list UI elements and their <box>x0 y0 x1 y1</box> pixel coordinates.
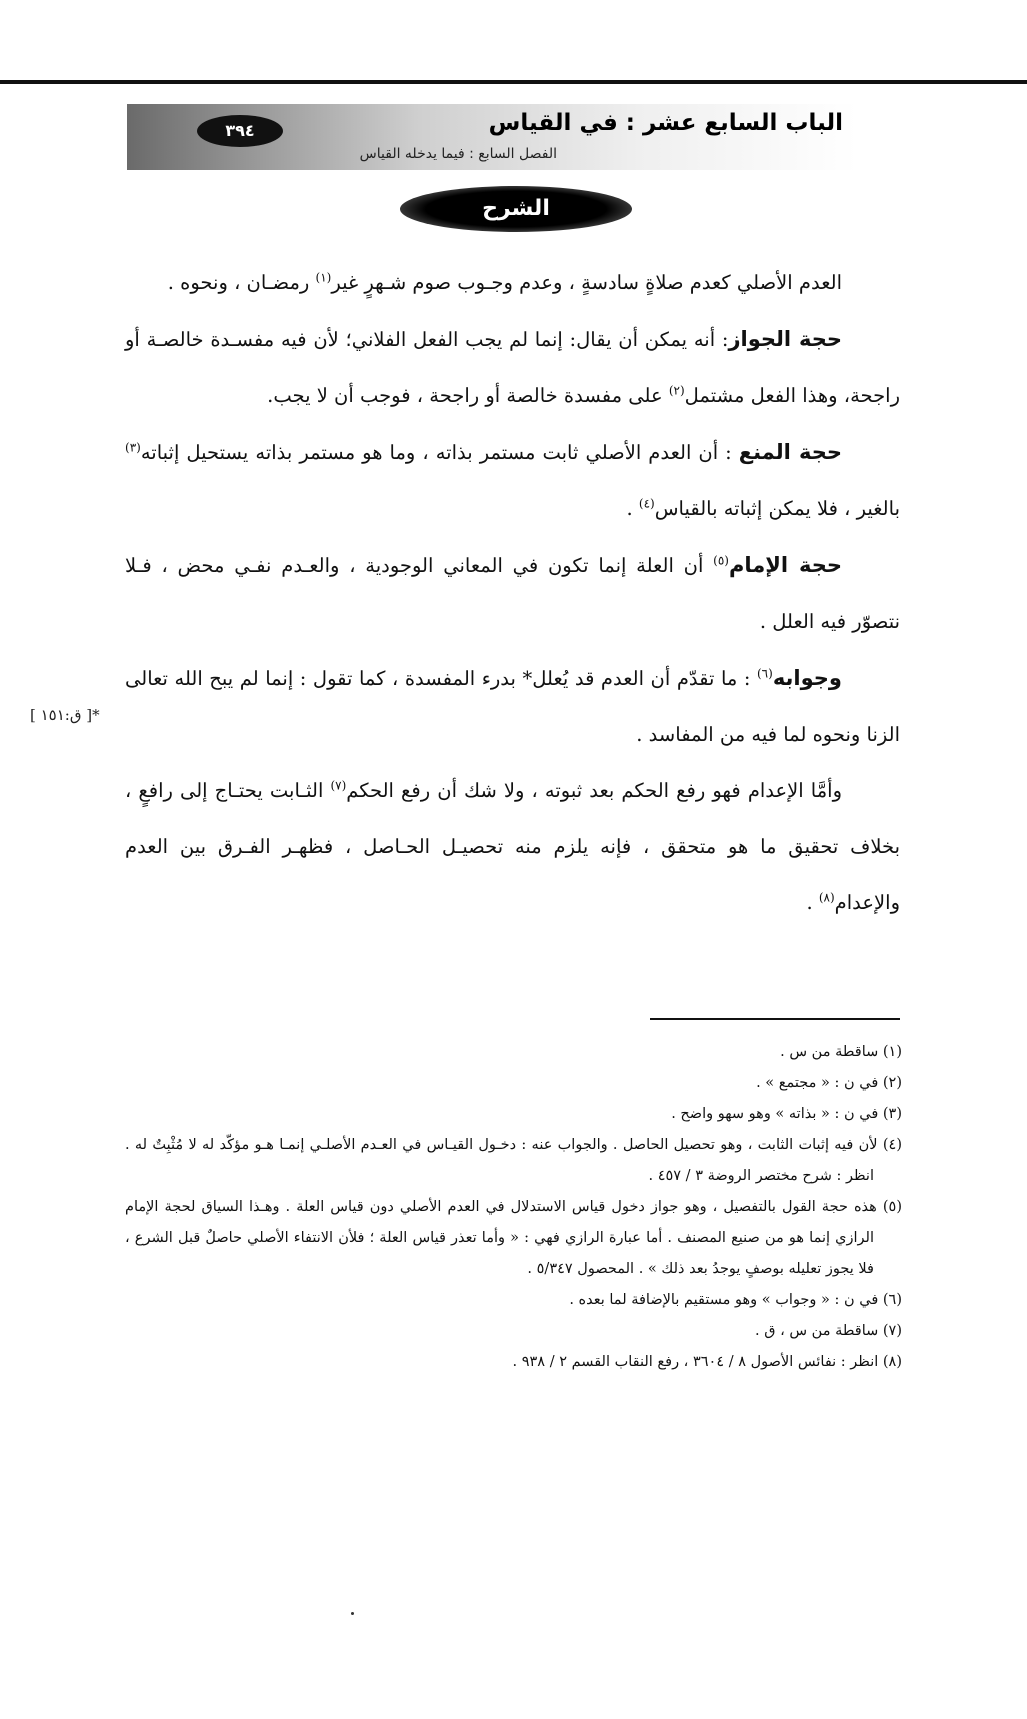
paragraph <box>125 537 900 650</box>
footnote: (٣) في ن : « بذاته » وهو سهو واضح . <box>671 1106 902 1122</box>
footnote-separator <box>650 1018 900 1020</box>
paragraph-text: : أنه يمكن أن يقال: إنما لم يجب الفعل الفلاني؛ لأن فيه مفسـدة خالصـة أو راجحة، وهذا الفعل مشتمل <box>125 328 900 407</box>
chapter-banner <box>127 104 857 170</box>
paragraph-text: على مفسدة خالصة أو راجحة ، فوجب أن لا يجب. <box>267 384 669 407</box>
section-subtitle: الفصل السابع : فيما يدخله القياس <box>359 146 557 162</box>
paragraph-text: . <box>626 497 639 520</box>
footnote-marker: (٢) <box>668 383 685 398</box>
main-text <box>125 255 900 931</box>
footnote: (٥) هذه حجة القول بالتفصيل ، وهو جواز دخول قياس الاستدلال في العدم الأصلي دون قياس العلة . وهـذا السياق لحجة الإمام الرازي إنما هو من صنيع المصنف . أما عبارة الرازي فهي : « وأما تعذر قياس العلة ؛ فلأن الانتفاء الأصلي حاصلٌ قبل الشرع ، فلا يجوز تعليله بوصفٍ يوجدُ بعد ذلك » . المحصول ٥/٣٤٧ . <box>125 1199 902 1277</box>
footnote-marker: (٥) <box>713 553 729 568</box>
paragraph-text: أن العلة إنما تكون في المعاني الوجودية ، والعـدم نفـي محض ، فـلا نتصوّر فيه العلل . <box>125 554 900 633</box>
paragraph-text: : أن العدم الأصلي ثابت مستمر بذاته ، وما هو مستمر بذاته يستحيل إثباته <box>140 441 739 464</box>
footnote-marker: (٣) <box>125 440 141 455</box>
argument-heading: حجة الإمام <box>728 553 842 577</box>
footnote: (٧) ساقطة من س ، ق . <box>755 1323 902 1339</box>
paragraph-text: الثـابت يحتـاج إلى رافعٍ ، بخلاف تحقيق ما هو متحقق ، فإنه يلزم منه تحصيـل الحـاصل ، فظهـر الفـرق بين العدم والإعدام <box>125 779 900 914</box>
footnote: (٨) انظر : نفائس الأصول ٨ / ٣٦٠٤ ، رفع النقاب القسم ٢ / ٩٣٨ . <box>512 1354 902 1370</box>
paragraph-text: . <box>806 891 819 914</box>
footnote-marker: (١) <box>315 270 332 285</box>
paragraph <box>125 255 900 311</box>
footnote-marker: (٦) <box>756 666 773 681</box>
section-label: الشرح <box>400 186 632 232</box>
footnote-marker: (٤) <box>638 496 655 511</box>
footnote-marker: (٨) <box>818 890 835 905</box>
paragraph-text: وأمَّا الإعدام فهو رفع الحكم بعد ثبوته ، ولا شك أن رفع الحكم <box>346 779 843 802</box>
footnote: (٦) في ن : « وجواب » وهو مستقيم بالإضافة لما بعده . <box>569 1292 902 1308</box>
footnote-marker: (٧) <box>330 778 347 793</box>
footnote: (٢) في ن : « مجتمع » . <box>756 1075 902 1091</box>
margin-reference: *[ ق:١٥١ ] <box>30 706 100 724</box>
footnote: (٤) لأن فيه إثبات الثابت ، وهو تحصيل الحاصل . والجواب عنه : دخـول القيـاس في العـدم الأصلـي إنمـا هـو مؤكّد له لا مُثْبِتٌ له . انظر : شرح مختصر الروضة ٣ / ٤٥٧ . <box>125 1137 902 1184</box>
paragraph <box>125 763 900 931</box>
footnote: (١) ساقطة من س . <box>780 1044 902 1060</box>
footnotes <box>125 1037 902 1378</box>
paragraph-text: بالغير ، فلا يمكن إثباته بالقياس <box>654 497 900 520</box>
argument-heading: حجة الجواز <box>728 327 842 351</box>
paragraph <box>125 650 900 763</box>
paragraph <box>125 424 900 537</box>
page-mark <box>351 1612 354 1615</box>
page-number: ٣٩٤ <box>197 115 283 147</box>
top-rule <box>0 80 1027 84</box>
paragraph <box>125 311 900 424</box>
argument-heading: وجوابه <box>772 666 842 690</box>
paragraph-text: : ما تقدّم أن العدم قد يُعلل* بدرء المفسدة ، كما تقول : إنما لم يبح الله تعالى الزنا ونحوه لما فيه من المفاسد . <box>125 667 900 746</box>
chapter-title: الباب السابع عشر : في القياس <box>488 110 843 136</box>
paragraph-text: رمضـان ، ونحوه . <box>167 271 316 294</box>
paragraph-text: العدم الأصلي كعدم صلاةٍ سادسةٍ ، وعدم وجـوب صوم شـهرٍ غير <box>331 271 842 294</box>
argument-heading: حجة المنع <box>738 440 842 464</box>
